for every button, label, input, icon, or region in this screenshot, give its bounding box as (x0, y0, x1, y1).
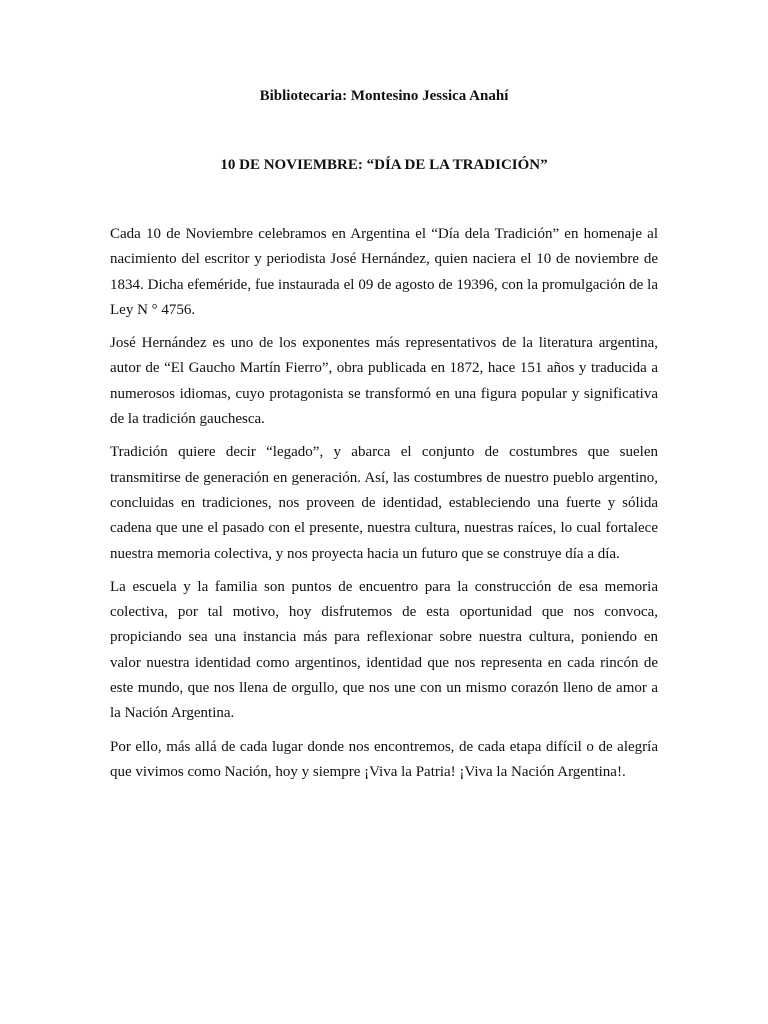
document-body (110, 222, 658, 793)
paragraph: José Hernández es uno de los exponentes más representativos de la literatura argentina, autor de “El Gaucho Martín Fierro”, obra publicada en 1872, hace 151 años y traducida a numerosos idiomas, cuyo protagonista se transformó en una figura popular y significativa de la tradición gauchesca. (110, 335, 658, 428)
document-title: 10 DE NOVIEMBRE: “DÍA DE LA TRADICIÓN” (220, 157, 548, 173)
paragraph: Por ello, más allá de cada lugar donde nos encontremos, de cada etapa difícil o de alegría que vivimos como Nación, hoy y siempre ¡Viva la Patria! ¡Viva la Nación Argentina!. (110, 738, 658, 780)
author-line: Bibliotecaria: Montesino Jessica Anahí (259, 88, 509, 104)
paragraph: Cada 10 de Noviembre celebramos en Argentina el “Día dela Tradición” en homenaje al nacimiento del escritor y periodista José Hernández, quien naciera el 10 de noviembre de 1834. Dicha efeméride, fue instaurada el 09 de agosto de 19396, con la promulgación de la Ley N ° 4756. (110, 226, 658, 318)
paragraph: Tradición quiere decir “legado”, y abarca el conjunto de costumbres que suelen transmitirse de generación en generación. Así, las costumbres de nuestro pueblo argentino, concluidas en tradiciones, nos proveen de identidad, estableciendo una fuerte y sólida cadena que une el pasado con el presente, nuestra cultura, nuestras raíces, lo cual fortalece nuestra memoria colectiva, y nos proyecta hacia un futuro que se construye día a día. (110, 444, 658, 562)
paragraph: La escuela y la familia son puntos de encuentro para la construcción de esa memoria colectiva, por tal motivo, hoy disfrutemos de esta oportunidad que nos convoca, propiciando sea una instancia más para reflexionar sobre nuestra cultura, poniendo en valor nuestra identidad como argentinos, identidad que nos representa en cada rincón de este mundo, que nos llena de orgullo, que nos une con un mismo corazón lleno de amor a la Nación Argentina. (110, 578, 658, 722)
